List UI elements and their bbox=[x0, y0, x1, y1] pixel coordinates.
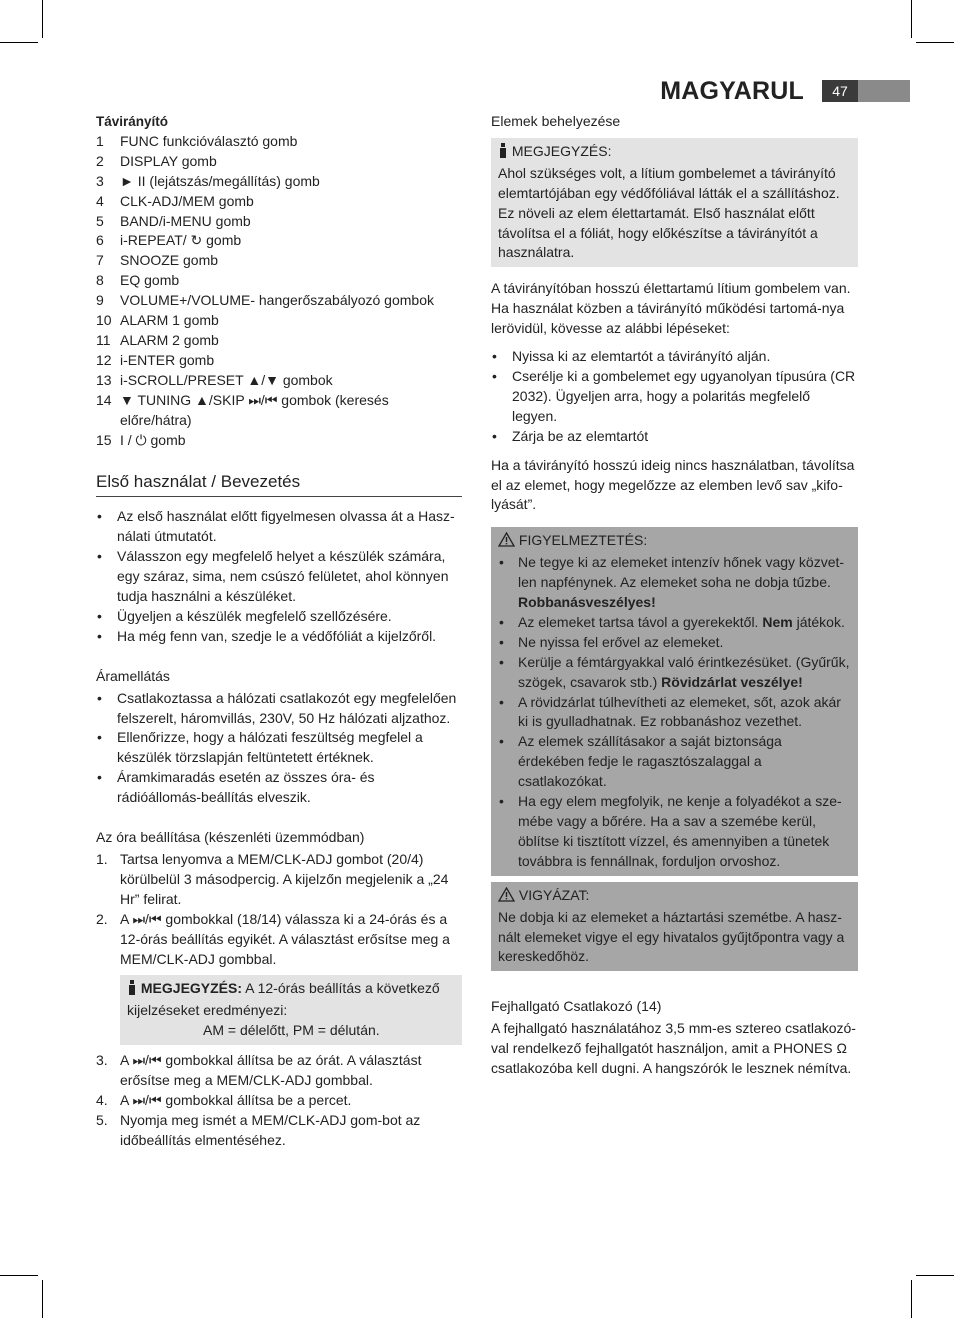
list-item bbox=[96, 1111, 462, 1151]
step-text: Nyomja meg ismét a MEM/CLK-ADJ gom-bot az időbeállítás elmentéséhez. bbox=[120, 1111, 421, 1148]
long-unused-text: Ha a távirányító hosszú ideig nincs használatban, távolítsa el az elemet, hogy megelőzze az elemben levő sav „kifo-lyását”. bbox=[491, 456, 855, 513]
right-column bbox=[491, 112, 858, 1079]
item-text: DISPLAY gomb bbox=[120, 152, 217, 169]
item-emphasis: Nem bbox=[762, 613, 793, 630]
list-item bbox=[96, 212, 462, 232]
item-text: Az elemeket tartsa távol a gyerekektől. bbox=[518, 613, 763, 630]
list-item bbox=[96, 768, 462, 808]
item-text: FUNC funkcióválasztó gomb bbox=[120, 132, 298, 149]
item-text: Kerülje a fémtárgyakkal való érintkezésüket. (Gyűrűk, szögek, csavarok stb.) bbox=[518, 653, 850, 690]
step-number: 4. bbox=[96, 1091, 108, 1108]
step-number: 2. bbox=[96, 910, 108, 927]
step-text: A ⏭/⏮ gombokkal állítsa be a percet. bbox=[120, 1091, 352, 1108]
item-text: Ne nyissa fel erővel az elemeket. bbox=[518, 633, 724, 650]
list-item bbox=[96, 331, 462, 351]
list-item bbox=[96, 1051, 462, 1091]
item-text: Ellenőrizze, hogy a hálózati feszültség megfelel a készülék törzslapján feltüntetett értéknek. bbox=[117, 729, 423, 766]
list-item bbox=[498, 792, 851, 872]
list-item bbox=[96, 192, 462, 212]
list-item bbox=[96, 231, 462, 251]
page-number-bar bbox=[858, 80, 910, 102]
step-number: 1. bbox=[96, 851, 108, 867]
item-text: ALARM 1 gomb bbox=[120, 312, 219, 329]
caution-box bbox=[491, 882, 858, 972]
item-text: Az elemek szállításakor a saját biztonsága érdekében fedje le ragasztószalaggal a csatlakozókat. bbox=[518, 733, 782, 790]
caution-icon bbox=[498, 887, 515, 908]
crop-mark bbox=[916, 42, 954, 43]
clock-note-box bbox=[120, 975, 462, 1045]
battery-note-label: MEGJEGYZÉS: bbox=[511, 142, 612, 159]
list-item bbox=[96, 850, 462, 910]
list-item bbox=[498, 653, 851, 693]
left-column bbox=[96, 112, 462, 1151]
info-icon bbox=[498, 143, 508, 164]
clock-note-line2: AM = délelőtt, PM = délután. bbox=[203, 1022, 380, 1039]
item-text: Nyissa ki az elemtartót a távirányító alján. bbox=[512, 348, 771, 365]
item-text: BAND/i-MENU gomb bbox=[120, 212, 251, 229]
item-number: 15 bbox=[96, 431, 112, 448]
item-text: Cserélje ki a gombelemet egy ugyanolyan típusúra (CR 2032). Ügyeljen arra, hogy a polaritás megfelelő legyen. bbox=[512, 367, 856, 424]
item-number: 10 bbox=[96, 312, 112, 329]
bullet: • bbox=[97, 689, 102, 706]
list-item bbox=[96, 291, 462, 311]
power-list bbox=[96, 689, 462, 808]
crop-mark bbox=[911, 0, 912, 38]
list-item bbox=[96, 1091, 462, 1111]
bullet: • bbox=[499, 633, 504, 650]
item-text: i-ENTER gomb bbox=[120, 351, 215, 368]
list-item bbox=[498, 732, 851, 792]
clock-note-label: MEGJEGYZÉS: bbox=[140, 980, 243, 997]
battery-heading: Elemek behelyezése bbox=[491, 113, 621, 129]
first-use-list bbox=[96, 507, 462, 646]
crop-mark bbox=[0, 1275, 38, 1276]
bullet: • bbox=[499, 793, 504, 810]
list-item bbox=[96, 271, 462, 291]
item-text-end: játékok. bbox=[792, 613, 845, 630]
item-text: VOLUME+/VOLUME- hangerőszabályozó gombok bbox=[120, 292, 434, 309]
item-number: 5 bbox=[96, 212, 104, 229]
clock-steps bbox=[96, 850, 462, 969]
item-number: 9 bbox=[96, 292, 104, 309]
caution-label: VIGYÁZAT: bbox=[518, 886, 590, 903]
list-item bbox=[498, 633, 851, 653]
item-text: i-SCROLL/PRESET ▲/▼ gombok bbox=[120, 371, 333, 388]
warning-icon bbox=[498, 532, 515, 553]
list-item bbox=[96, 431, 462, 451]
list-item bbox=[96, 547, 462, 607]
caution-text: Ne dobja ki az elemeket a háztartási szemétbe. A hasz-nált elemeket vigye el egy hivatalos gyűjtőpontra vagy a kereskedőhöz. bbox=[498, 908, 845, 965]
bullet: • bbox=[499, 733, 504, 750]
warning-label: FIGYELMEZTETÉS: bbox=[518, 532, 648, 549]
crop-mark bbox=[0, 42, 38, 43]
item-text: ▼ TUNING ▲/SKIP ⏭/⏮ gombok (keresés előre/hátra) bbox=[120, 391, 389, 428]
list-item bbox=[96, 391, 462, 431]
item-text: SNOOZE gomb bbox=[120, 252, 219, 269]
bullet: • bbox=[499, 554, 504, 571]
item-emphasis: Rövidzárlat veszélye! bbox=[661, 673, 803, 690]
bullet: • bbox=[492, 348, 497, 365]
item-text: i-REPEAT/ ↻ gomb bbox=[120, 232, 242, 249]
list-item bbox=[96, 311, 462, 331]
list-item bbox=[491, 347, 858, 367]
list-item bbox=[96, 607, 462, 627]
list-item bbox=[96, 351, 462, 371]
crop-mark bbox=[916, 1275, 954, 1276]
item-text: A rövidzárlat túlhevítheti az elemeket, sőt, azok akár ki is gyulladhatnak. Ez robbanáshoz vezethet. bbox=[518, 693, 841, 730]
item-text: EQ gomb bbox=[120, 272, 180, 289]
info-icon bbox=[127, 980, 137, 1001]
step-text: A ⏭/⏮ gombokkal állítsa be az órát. A választást erősítse meg a MEM/CLK-ADJ gombbal. bbox=[120, 1052, 422, 1089]
item-text: I / ⏻ gomb bbox=[120, 431, 186, 448]
crop-mark bbox=[911, 1280, 912, 1318]
item-text: Az első használat előtt figyelmesen olvassa át a Hasz-nálati útmutatót. bbox=[117, 508, 455, 545]
list-item bbox=[96, 152, 462, 172]
page-number: 47 bbox=[822, 80, 858, 102]
item-number: 6 bbox=[96, 232, 104, 249]
item-number: 13 bbox=[96, 371, 112, 388]
headphone-heading: Fejhallgató Csatlakozó (14) bbox=[491, 998, 662, 1015]
item-text: ► II (lejátszás/megállítás) gomb bbox=[120, 172, 320, 189]
remote-button-list bbox=[96, 132, 462, 451]
headphone-text: A fejhallgató használatához 3,5 mm-es sztereo csatlakozó-val rendelkező fejhallgatót használjon, amit a PHONES Ω csatlakozóba kell dugni. A hangszórók le lesznek némítva. bbox=[491, 1020, 856, 1077]
item-text: Válasszon egy megfelelő helyet a készülék számára, egy száraz, sima, nem csúszó felületet, ahol könnyen tudja használni a készüléket. bbox=[117, 548, 449, 605]
item-text: Ha egy elem megfolyik, ne kenje a folyadékot a sze-mébe vagy a bőrére. Ha a sav a szemébe kerül, öblítse ki tisztított vízzel, és amennyiben a tünetek továbbra is fennállnak, forduljon orvoshoz. bbox=[518, 793, 842, 869]
clock-heading: Az óra beállítása (készenléti üzemmódban) bbox=[96, 829, 365, 846]
first-use-heading: Első használat / Bevezetés bbox=[96, 470, 462, 497]
warning-box bbox=[491, 527, 858, 875]
step-number: 5. bbox=[96, 1111, 108, 1128]
list-item bbox=[498, 613, 851, 633]
step-text: Tartsa lenyomva a MEM/CLK-ADJ gombot (20/4) körülbelül 3 másodpercig. A kijelzőn megjelenik a „24 Hr” felirat. bbox=[120, 851, 449, 907]
language-title: MAGYARUL bbox=[660, 77, 804, 105]
list-item bbox=[491, 367, 858, 427]
bullet: • bbox=[97, 548, 102, 565]
bullet: • bbox=[499, 653, 504, 670]
power-heading: Áramellátás bbox=[96, 667, 170, 684]
list-item bbox=[96, 132, 462, 152]
item-text: ALARM 2 gomb bbox=[120, 331, 219, 348]
battery-note-box bbox=[491, 138, 858, 267]
clock-note-text: A 12-órás beállítás a következő kijelzéseket eredményezi: bbox=[127, 980, 440, 1019]
clock-steps-continued bbox=[96, 1051, 462, 1151]
item-number: 11 bbox=[96, 331, 111, 348]
list-item bbox=[96, 910, 462, 970]
bullet: • bbox=[97, 729, 102, 746]
list-item bbox=[96, 728, 462, 768]
battery-steps bbox=[491, 347, 858, 447]
item-number: 1 bbox=[96, 132, 104, 149]
item-number: 3 bbox=[96, 172, 104, 189]
list-item bbox=[498, 553, 851, 613]
item-emphasis: Robbanásveszélyes! bbox=[518, 594, 656, 611]
bullet: • bbox=[499, 613, 504, 630]
bullet: • bbox=[97, 769, 102, 786]
item-number: 7 bbox=[96, 252, 104, 269]
list-item bbox=[96, 371, 462, 391]
page-header bbox=[600, 75, 910, 105]
battery-note-text: Ahol szükséges volt, a lítium gombelemet a távirányító elemtartójában egy védőfóliával látták el a szállításhoz. Ez növeli az elem élettartamát. Első használat előtt távolítsa el a fóliát, hogy előkészítse a távirányítót a használatra. bbox=[498, 164, 840, 261]
list-item bbox=[96, 172, 462, 192]
list-item bbox=[498, 693, 851, 733]
step-text: A ⏭/⏮ gombokkal (18/14) válassza ki a 24-órás és a 12-órás beállítás egyikét. A választást erősítse meg a MEM/CLK-ADJ gombbal. bbox=[120, 910, 450, 967]
crop-mark bbox=[42, 0, 43, 38]
crop-mark bbox=[42, 1280, 43, 1318]
remote-title: Távirányító bbox=[96, 114, 169, 129]
bullet: • bbox=[492, 427, 497, 444]
item-text: Zárja be az elemtartót bbox=[512, 427, 649, 444]
item-text: Csatlakoztassa a hálózati csatlakozót egy megfelelően felszerelt, háromvillás, 230V, 50 Hz hálózati aljzathoz. bbox=[117, 689, 457, 726]
item-number: 2 bbox=[96, 152, 104, 169]
list-item bbox=[96, 507, 462, 547]
bullet: • bbox=[492, 367, 497, 384]
item-text: Áramkimaradás esetén az összes óra- és rádióállomás-beállítás elveszik. bbox=[117, 769, 375, 806]
step-number: 3. bbox=[96, 1052, 108, 1069]
item-number: 14 bbox=[96, 391, 112, 408]
bullet: • bbox=[97, 607, 102, 624]
item-text: Ne tegye ki az elemeket intenzív hőnek vagy közvet-len napfénynek. Az elemeket soha ne dobja tűzbe. bbox=[518, 554, 845, 591]
list-item bbox=[491, 427, 858, 447]
bullet: • bbox=[499, 693, 504, 710]
list-item bbox=[96, 251, 462, 271]
list-item bbox=[96, 689, 462, 729]
bullet: • bbox=[97, 508, 102, 525]
item-text: CLK-ADJ/MEM gomb bbox=[120, 192, 254, 209]
bullet: • bbox=[97, 627, 102, 644]
item-number: 12 bbox=[96, 351, 112, 368]
item-text: Ügyeljen a készülék megfelelő szellőzésére. bbox=[117, 607, 392, 624]
item-text: Ha még fenn van, szedje le a védőfóliát a kijelzőről. bbox=[117, 627, 437, 644]
battery-intro: A távirányítóban hosszú élettartamú lítium gombelem van. Ha használat közben a távirányító működési tartomá-nya lerövidül, kövesse az alábbi lépéseket: bbox=[491, 280, 851, 337]
warning-list bbox=[498, 553, 851, 872]
list-item bbox=[96, 627, 462, 647]
item-number: 8 bbox=[96, 272, 104, 289]
item-number: 4 bbox=[96, 192, 104, 209]
